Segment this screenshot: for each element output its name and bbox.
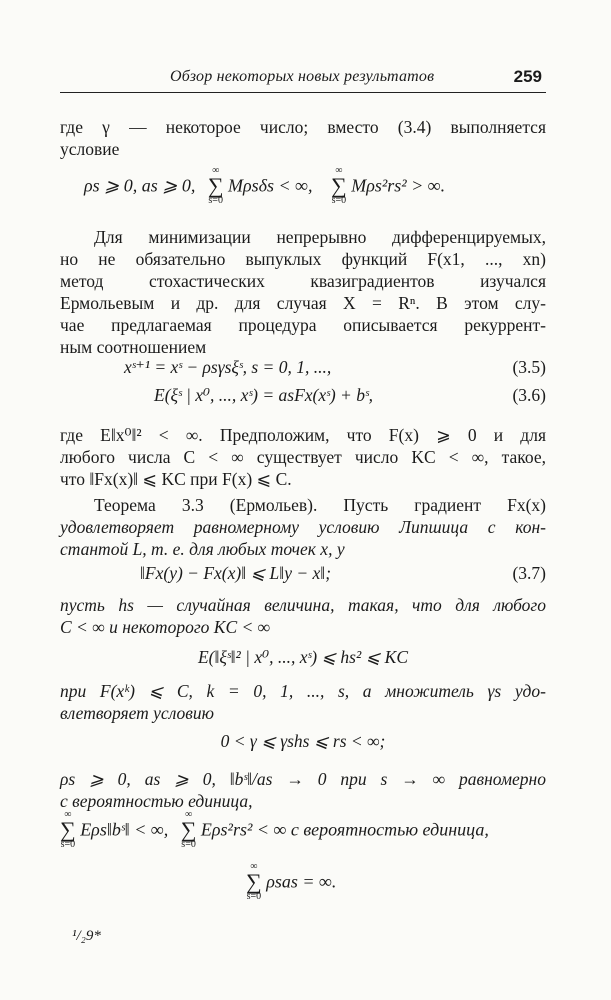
- theorem-line: при F(xᵏ) ⩽ C, k = 0, 1, ..., s, а множитель γs удо-: [60, 681, 546, 701]
- paragraph-line: где E‖x⁰‖² < ∞. Предположим, что F(x) ⩾ 0 и для: [60, 425, 546, 445]
- summation: ∞ ∑ s=0: [60, 809, 76, 850]
- paragraph-line: условие: [60, 139, 120, 159]
- theorem-line: пусть hs — случайная величина, такая, что для любого: [60, 595, 546, 615]
- theorem-line: удовлетворяет равномерному условию Липшица с кон-: [60, 517, 546, 537]
- header-rule: [60, 92, 546, 93]
- summation: ∞ ∑ s=0: [331, 165, 347, 206]
- paragraph-line: что ‖Fx(x)‖ ⩽ KC при F(x) ⩽ C.: [60, 469, 292, 489]
- paragraph-line: любого числа C < ∞ существует число KC < ∞, такое,: [60, 447, 546, 467]
- theorem-heading: Теорема 3.3 (Ермольев). Пусть градиент Fx(x): [94, 495, 546, 515]
- gamma-condition: 0 < γ ⩽ γshs ⩽ rs < ∞;: [220, 731, 386, 751]
- theorem-line: стантой L, т. е. для любых точек x, y: [60, 539, 345, 559]
- page-number: 259: [513, 67, 542, 86]
- running-header: [60, 66, 546, 92]
- paragraph-line: метод стохастических квазиградиентов изучался: [60, 271, 546, 291]
- condition-formula: ρs ⩾ 0, as ⩾ 0, ∞ ∑ s=0 Mρsδs < ∞, ∞ ∑ s=0 Mρs²rs² > ∞.: [84, 165, 446, 206]
- book-page: Обзор некоторых новых результатов 259 где γ — некоторое число; вместо (3.4) выполняется условие ρs ⩾ 0, as ⩾ 0, ∞ ∑ s=0 Mρsδs < ∞, ∞ ∑ s=0 Mρs²rs² > ∞. Для минимизации непрерывно дифференцируемых, но не обязательно выпуклых функций F(x1, ..., xn) метод стохастических квазиградиентов изучался Ермольевым и др. для случая X = Rⁿ. В этом слу- чае предлагаемая процедура описывается рекуррент- ным соотношением xˢ⁺¹ = xˢ − ρsγsξˢ, s = 0, 1, ..., (3.5) E(ξˢ | x⁰, ..., xˢ) = asFx(xˢ) + bˢ, (3.6) где E‖x⁰‖² < ∞. Предположим, что F(x) ⩾ 0 и для любого числа C < ∞ существует число KC < ∞, такое, что ‖Fx(x)‖ ⩽ KC при F(x) ⩽ C. Теорема 3.3 (Ермольев). Пусть градиент Fx(x) удовлетворяет равномерному условию Липшица с кон- стантой L, т. е. для любых точек x, y ‖Fx(y) − Fx(x)‖ ⩽ L‖y − x‖; (3.7) пусть hs — случайная величина, такая, что для любого C < ∞ и некоторого KC < ∞ E(‖ξˢ‖² | x⁰, ..., xˢ) ⩽ hs² ⩽ KC при F(xᵏ) ⩽ C, k = 0, 1, ..., s, а множитель γs удо- влетворяет условию 0 < γ ⩽ γshs ⩽ rs < ∞; ρs ⩾ 0, as ⩾ 0, ‖bˢ‖/as → 0 при s → ∞ равномерно с вероятностью единица, ∞ ∑ s=0 Eρs‖bˢ‖ < ∞, ∞ ∑ s=0 Eρs²rs² < ∞ с вероятностью единица, ∞ ∑ s=0 ρsas = ∞. ¹/₂9*: [60, 67, 546, 944]
- paragraph-line: Ермольевым и др. для случая X = Rⁿ. В этом слу-: [60, 293, 546, 313]
- paragraph-line: Для минимизации непрерывно дифференцируемых,: [94, 227, 546, 247]
- summation-conditions: ∞ ∑ s=0 Eρs‖bˢ‖ < ∞, ∞ ∑ s=0 Eρs²rs² < ∞ с вероятностью единица,: [60, 809, 489, 850]
- summation: ∞ ∑ s=0: [207, 165, 224, 206]
- summation: ∞ ∑ s=0: [180, 809, 197, 850]
- expectation-formula: E(‖ξˢ‖² | x⁰, ..., xˢ) ⩽ hs² ⩽ KC: [197, 647, 408, 667]
- signature-mark: ¹/₂9*: [72, 928, 101, 944]
- theorem-line: влетворяет условию: [60, 703, 214, 723]
- paragraph-line: но не обязательно выпуклых функций F(x1, ..., xn): [60, 249, 546, 269]
- theorem-line: с вероятностью единица,: [60, 791, 253, 811]
- paragraph-line: где γ — некоторое число; вместо (3.4) выполняется: [60, 117, 546, 137]
- paragraph-line: чае предлагаемая процедура описывается рекуррент-: [60, 315, 546, 335]
- header-title: Обзор некоторых новых результатов: [170, 68, 435, 85]
- theorem-line: C < ∞ и некоторого KC < ∞: [60, 617, 271, 637]
- divergent-sum: ∞ ∑ s=0 ρsas = ∞.: [246, 861, 337, 902]
- summation: ∞ ∑ s=0: [246, 861, 262, 902]
- theorem-line: ρs ⩾ 0, as ⩾ 0, ‖bˢ‖/as → 0 при s → ∞ равномерно: [60, 769, 546, 789]
- paragraph-line: ным соотношением: [60, 337, 207, 357]
